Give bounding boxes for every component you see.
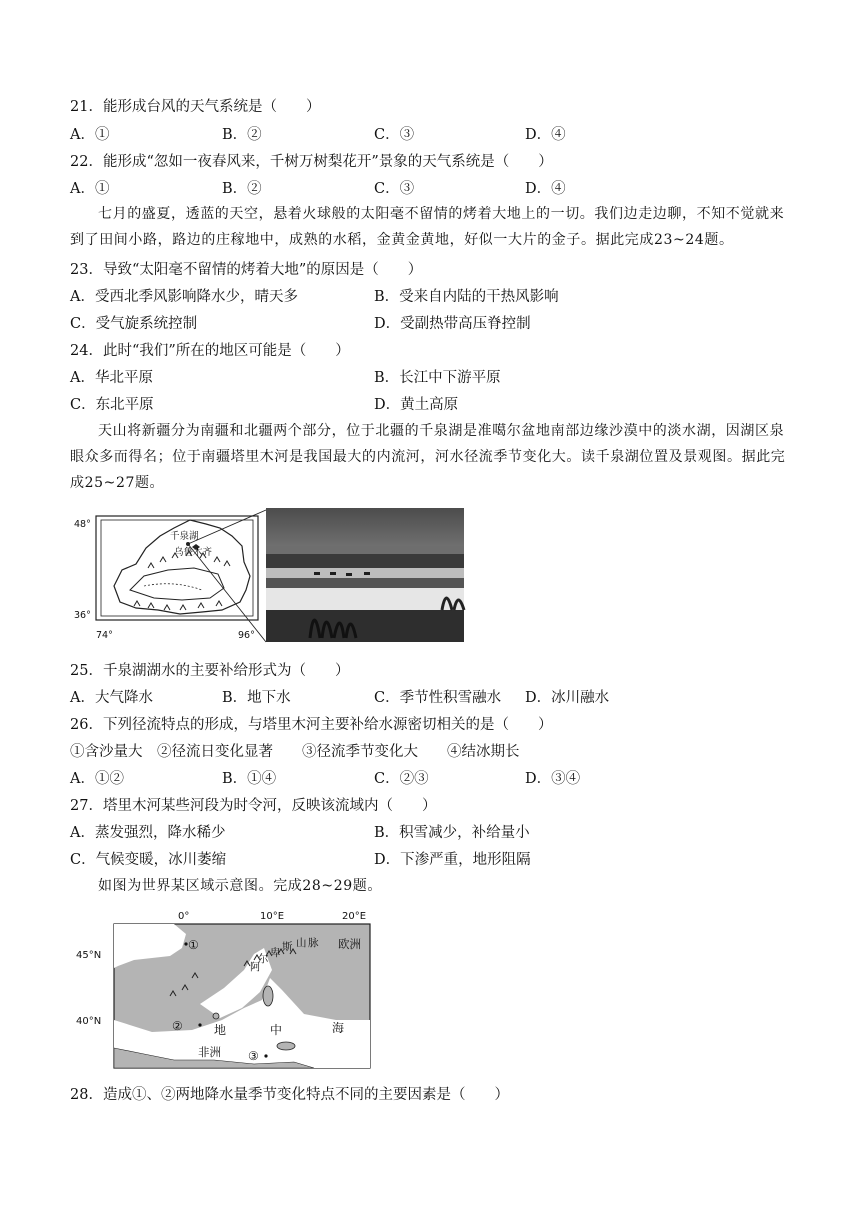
site-3-label: ③	[248, 1049, 259, 1063]
q23-stem: 23．导致“太阳毫不留情的烤着大地”的原因是（ ）	[70, 262, 423, 278]
q21-stem: 21．能形成台风的天气系统是（ ）	[70, 99, 321, 115]
q25-option-b: B．地下水	[222, 690, 291, 706]
q26-option-d: D．③④	[525, 771, 581, 787]
lat-36-label: 36°	[74, 610, 91, 621]
alps-char-5: 山	[296, 937, 307, 949]
q27-option-c: C．气候变暖，冰川萎缩	[70, 852, 227, 868]
lon-0-label: 0°	[178, 911, 190, 922]
q26-items: ①含沙量大 ②径流日变化显著 ③径流季节变化大 ④结冰期长	[70, 744, 520, 760]
site-3-dot	[264, 1054, 267, 1057]
sea-char-3: 海	[332, 1021, 345, 1035]
q23-option-d: D．受副热带高压脊控制	[374, 316, 531, 332]
q27-option-b: B．积雪减少，补给量小	[374, 825, 530, 841]
passage-region: 如图为世界某区域示意图。完成28~29题。	[98, 878, 382, 894]
qianquan-lake-label: 千泉湖	[170, 531, 199, 542]
q26-option-a: A．①②	[70, 771, 124, 787]
q25-option-a: A．大气降水	[70, 690, 153, 706]
africa-label: 非洲	[198, 1045, 221, 1059]
q27-option-d: D．下渗严重，地形阻隔	[374, 852, 531, 868]
q26-option-b: B．①④	[222, 771, 277, 787]
lon-10e-label: 10°E	[260, 911, 285, 922]
mediterranean-map	[74, 908, 384, 1072]
q21-option-c: C．③	[374, 127, 415, 143]
q22-option-d: D．④	[525, 181, 566, 197]
lon-20e-label: 20°E	[342, 911, 367, 922]
q23-option-c: C．受气旋系统控制	[70, 316, 198, 332]
lon-74-label: 74°	[96, 630, 113, 641]
site-2-dot	[198, 1023, 201, 1026]
q24-option-a: A．华北平原	[70, 370, 153, 386]
q22-option-b: B．②	[222, 181, 262, 197]
site-1-label: ①	[188, 938, 199, 952]
q28-stem: 28．造成①、②两地降水量季节变化特点不同的主要因素是（ ）	[70, 1087, 509, 1103]
q21-option-b: B．②	[222, 127, 262, 143]
q25-option-c: C．季节性积雪融水	[374, 690, 502, 706]
lat-40n-label: 40°N	[76, 1016, 102, 1027]
q26-option-c: C．②③	[374, 771, 429, 787]
lat-48-label: 48°	[74, 519, 91, 530]
q24-stem: 24．此时“我们”所在的地区可能是（ ）	[70, 343, 350, 359]
q23-option-a: A．受西北季风影响降水少，晴天多	[70, 289, 298, 305]
passage-xinjiang: 天山将新疆分为南疆和北疆两个部分，位于北疆的千泉湖是准噶尔盆地南部边缘沙漠中的淡水湖，因湖区泉眼众多而得名；位于南疆塔里木河是我国最大的内流河，河水径流季节变化大。读千泉湖位置及景观图。据此完成25~27题。	[70, 423, 786, 491]
alps-char-4: 斯	[282, 941, 293, 953]
passage-summer: 七月的盛夏，透蓝的天空，悬着火球般的太阳毫不留情的烤着大地上的一切。我们边走边聊，不知不觉就来到了田间小路，路边的庄稼地中，成熟的水稻，金黄金黄地，好似一大片的金子。据此完成23~24题。	[70, 206, 785, 248]
q21-option-a: A．①	[70, 127, 110, 143]
xinjiang-map	[74, 510, 266, 642]
lake-landscape-photo	[266, 508, 464, 642]
qianquan-lake-figure	[74, 506, 474, 646]
lat-45n-label: 45°N	[76, 950, 102, 961]
q24-option-d: D．黄土高原	[374, 397, 459, 413]
q24-option-c: C．东北平原	[70, 397, 154, 413]
sea-char-2: 中	[270, 1023, 283, 1037]
q23-option-b: B．受来自内陆的干热风影响	[374, 289, 559, 305]
q25-stem: 25．千泉湖湖水的主要补给形式为（ ）	[70, 663, 350, 679]
q22-option-c: C．③	[374, 181, 415, 197]
alps-char-2: 尔	[258, 953, 269, 965]
q22-option-a: A．①	[70, 181, 110, 197]
q27-stem: 27．塔里木河某些河段为时令河，反映该流域内（ ）	[70, 798, 437, 814]
alps-char-3: 卑	[270, 947, 281, 959]
q22-stem: 22．能形成“忽如一夜春风来，千树万树梨花开”景象的天气系统是（ ）	[70, 154, 553, 170]
alps-char-1: 阿	[250, 961, 261, 973]
europe-label: 欧洲	[338, 937, 361, 951]
lon-96-label: 96°	[238, 630, 255, 641]
q25-option-d: D．冰川融水	[525, 690, 610, 706]
q26-stem: 26．下列径流特点的形成，与塔里木河主要补给水源密切相关的是（ ）	[70, 717, 553, 733]
q24-option-b: B．长江中下游平原	[374, 370, 501, 386]
q21-option-d: D．④	[525, 127, 566, 143]
site-2-label: ②	[172, 1019, 183, 1033]
q27-option-a: A．蒸发强烈，降水稀少	[70, 825, 226, 841]
urumqi-label: 乌鲁木齐	[174, 547, 213, 558]
sea-char-1: 地	[214, 1023, 227, 1037]
alps-char-6: 脉	[308, 937, 319, 949]
